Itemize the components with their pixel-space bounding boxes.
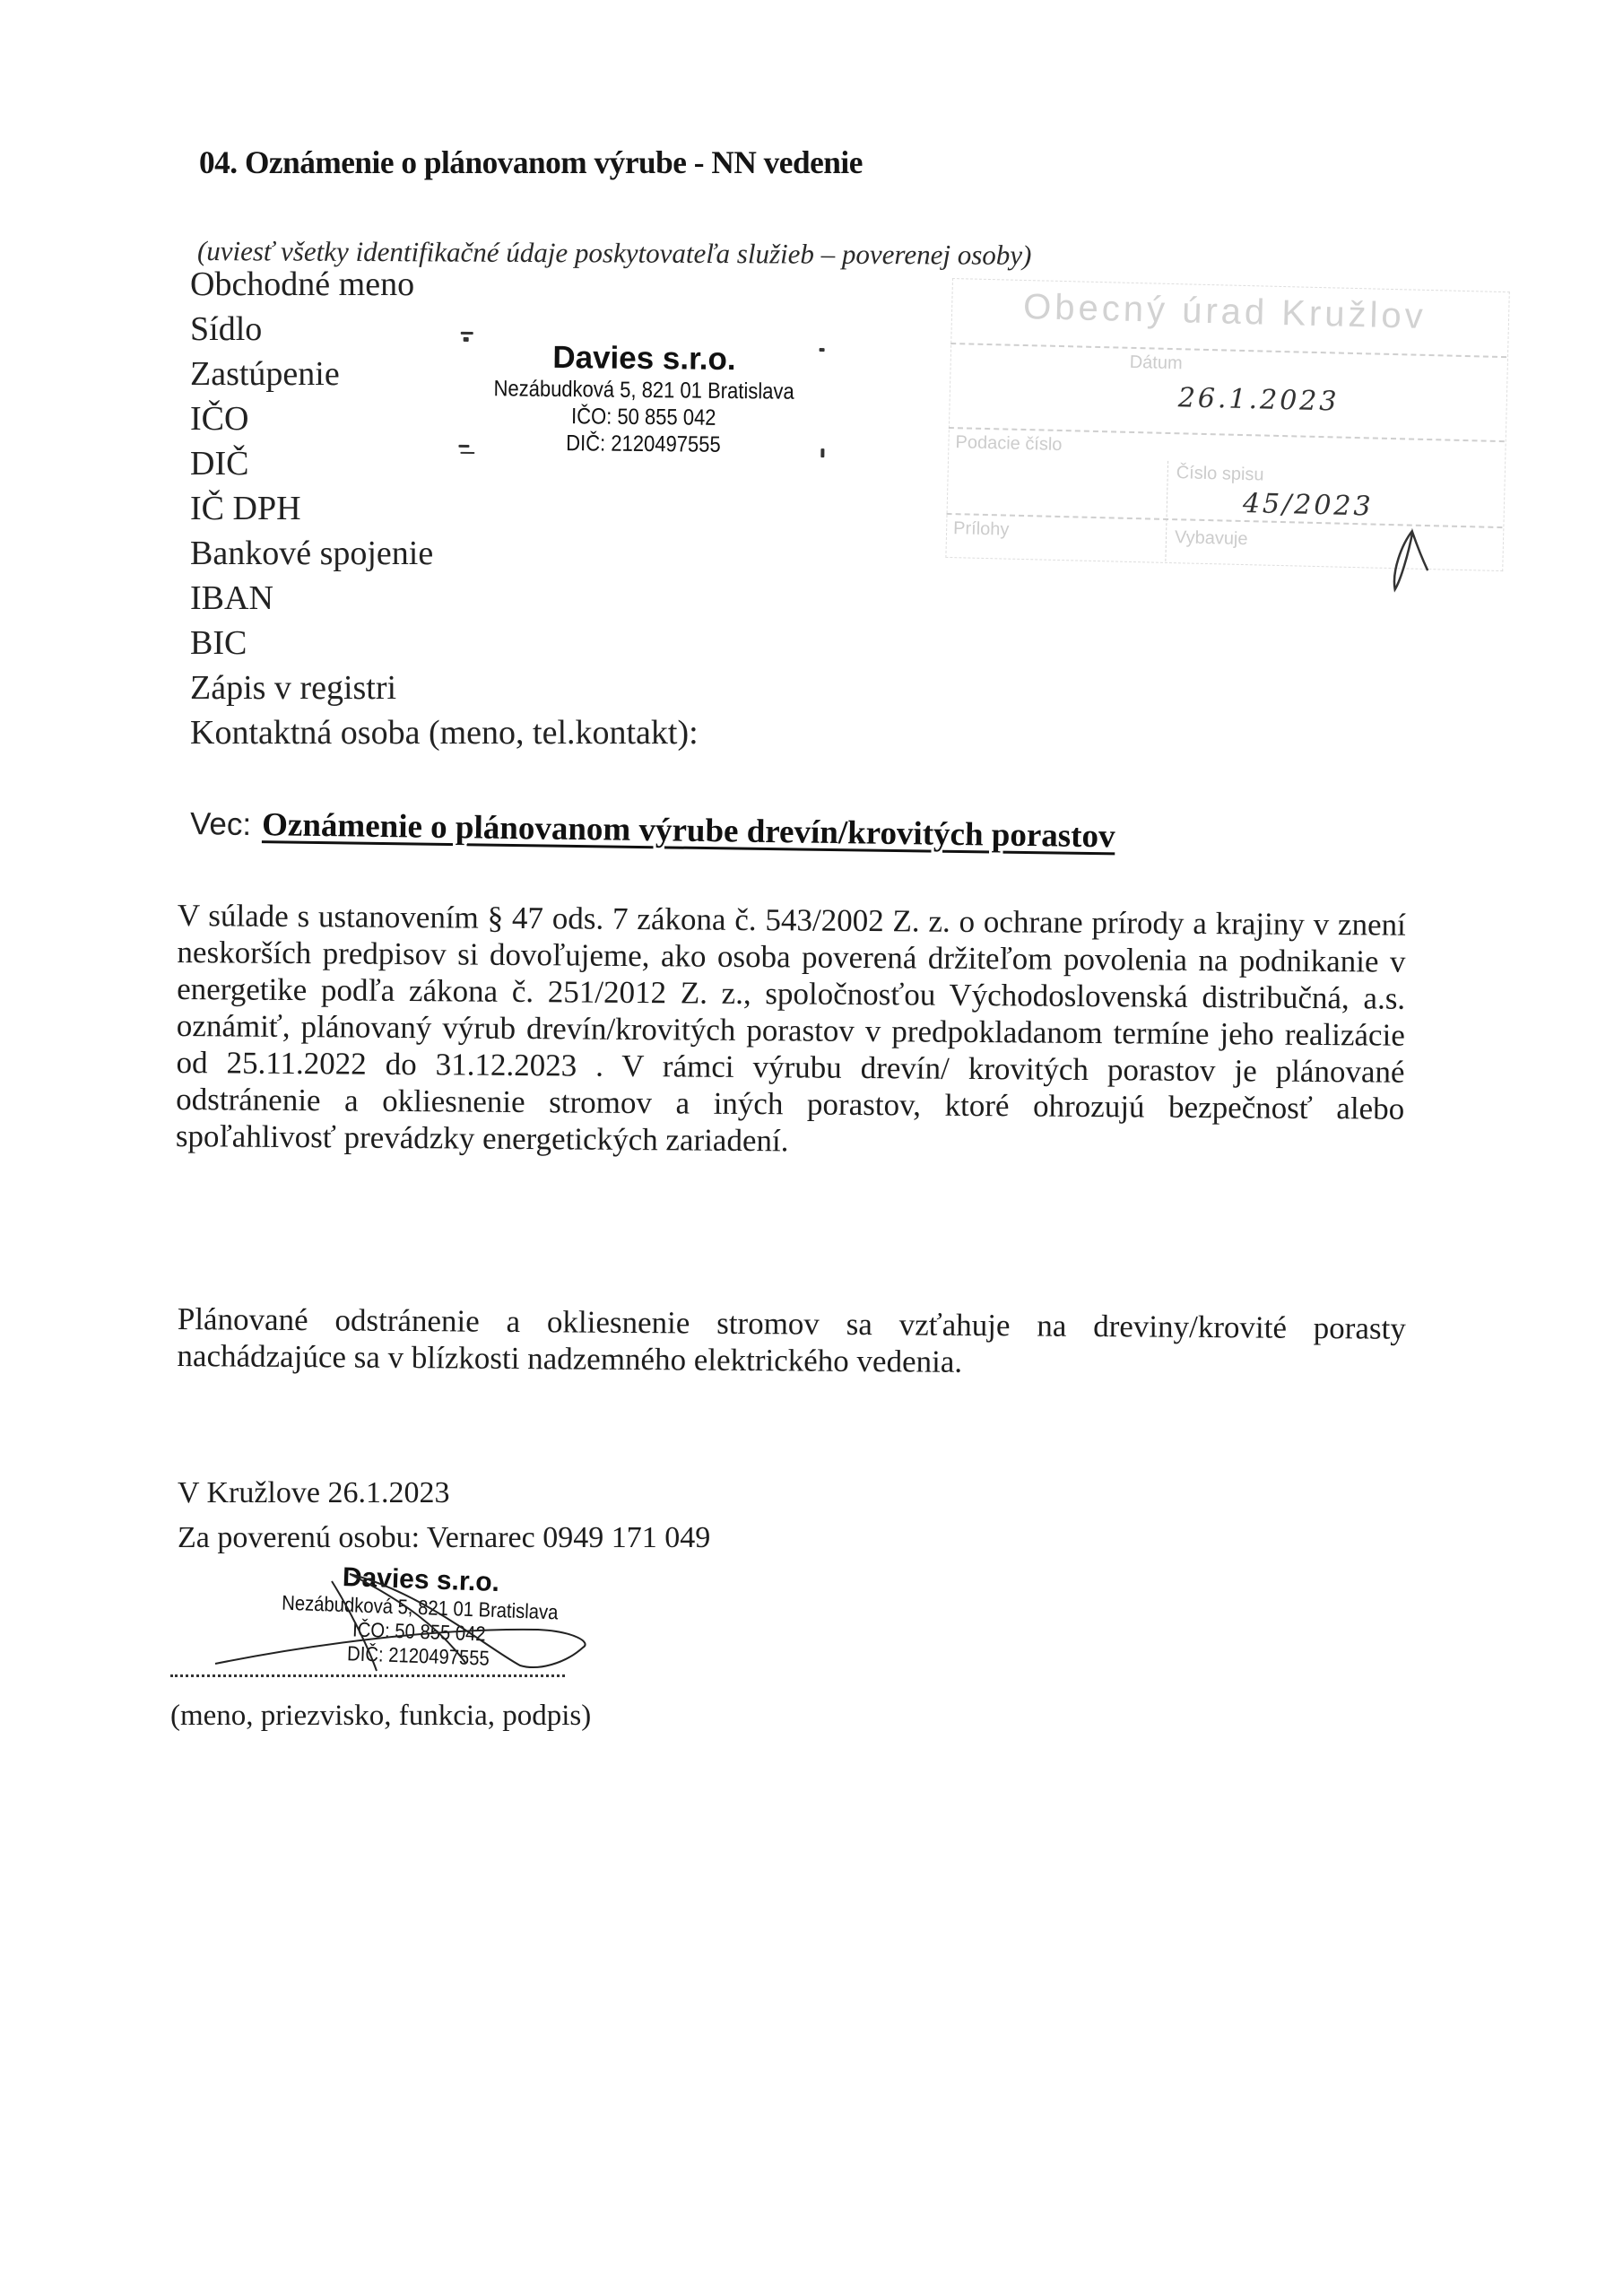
label-bank: Bankové spojenie — [190, 535, 434, 572]
label-bic: BIC — [190, 624, 247, 662]
label-contact-person: Kontaktná osoba (meno, tel.kontakt): — [190, 714, 699, 752]
registry-stamp — [945, 278, 1507, 570]
body-paragraph-2: Plánované odstránenie a okliesnenie stromov sa vzťahuje na dreviny/krovité porasty nachádzajúce sa v blízkosti nadzemného elektrického vedenia. — [177, 1301, 1406, 1379]
stamp-company-name: Davies s.r.o. — [552, 339, 736, 378]
label-representation: Zastúpenie — [190, 355, 340, 393]
label-seat: Sídlo — [190, 310, 263, 348]
subject-text: Oznámenie o plánovanom výrube drevín/krovitých porastov — [261, 806, 1115, 856]
label-iban: IBAN — [190, 579, 273, 617]
document-title: 04. Oznámenie o plánovanom výrube - NN vedenie — [199, 144, 863, 180]
registry-number-label: Podacie číslo — [955, 432, 1063, 456]
signature-dotted-line — [170, 1674, 565, 1677]
stamp-ink-speck — [461, 332, 473, 335]
label-ic-dph: IČ DPH — [190, 490, 301, 527]
handled-by-label: Vybavuje — [1174, 527, 1248, 550]
signature-caption: (meno, priezvisko, funkcia, podpis) — [170, 1700, 592, 1732]
stamp-ink-speck — [820, 448, 824, 457]
stamp-ico: IČO: 50 855 042 — [570, 404, 716, 430]
subject-line — [190, 803, 1115, 856]
stamp-ink-speck — [458, 445, 469, 448]
stamp-address: Nezábudková 5, 821 01 Bratislava — [281, 1590, 559, 1624]
provider-form-labels — [190, 262, 699, 755]
registry-date-label: Dátum — [1129, 352, 1183, 374]
file-number-label: Číslo spisu — [1176, 463, 1264, 485]
stamp-dic: DIČ: 2120497555 — [346, 1641, 490, 1670]
subject-prefix: Vec: — [189, 806, 252, 842]
registry-date-handwritten: 26.1.2023 — [1177, 382, 1340, 418]
company-stamp — [464, 339, 823, 459]
stamp-dic: DIČ: 2120497555 — [566, 430, 721, 457]
body-paragraph-1: V súlade s ustanovením § 47 ods. 7 zákona č. 543/2002 Z. z. o ochrane prírody a krajiny v znení neskorších predpisov si dovoľujeme, ako osoba poverená držiteľom povolenia na podnikanie v energetike podľa zákona č. 251/2012 Z. z., spoločnosťou Východoslovenská distribučná, a.s. oznámiť, plánovaný výrub drevín/krovitých porastov v predpokladanom termíne jeho realizácie od 25.11.2022 do 31.12.2023 . V rámci výrubu drevín/ krovitých porastov je plánované odstránenie a okliesnenie stromov a iných porastov, ktoré ohrozujú bezpečnosť alebo spoľahlivosť prevádzky energetických zariadení. — [175, 897, 1406, 1159]
label-register: Zápis v registri — [190, 669, 397, 707]
stamp-company-name: Davies s.r.o. — [342, 1561, 500, 1598]
signatory-contact: Za poverenú osobu: Vernarec 0949 171 049 — [178, 1521, 711, 1554]
handwritten-signature-icon — [197, 1565, 664, 1691]
file-number-handwritten: 45/2023 — [1242, 487, 1374, 523]
label-business-name: Obchodné meno — [190, 265, 415, 303]
label-ico: IČO — [190, 400, 249, 438]
stamp-ink-speck — [460, 452, 474, 454]
stamp-address: Nezábudková 5, 821 01 Bratislava — [493, 376, 794, 404]
stamp-ico: IČO: 50 855 042 — [352, 1617, 487, 1646]
label-dic: DIČ — [190, 445, 249, 483]
stamp-ink-speck — [464, 337, 469, 342]
registry-office-name: Obecný úrad Kružlov — [1022, 286, 1428, 336]
stamp-ink-speck — [820, 348, 825, 352]
handwritten-initials-icon — [1384, 526, 1439, 599]
closing-block — [178, 1471, 710, 1561]
attachments-label: Prílohy — [952, 518, 1010, 540]
place-and-date: V Kružlove 26.1.2023 — [178, 1476, 450, 1509]
instruction-note: (uviesť všetky identifikačné údaje poskytovateľa služieb – poverenej osoby) — [196, 235, 1032, 271]
